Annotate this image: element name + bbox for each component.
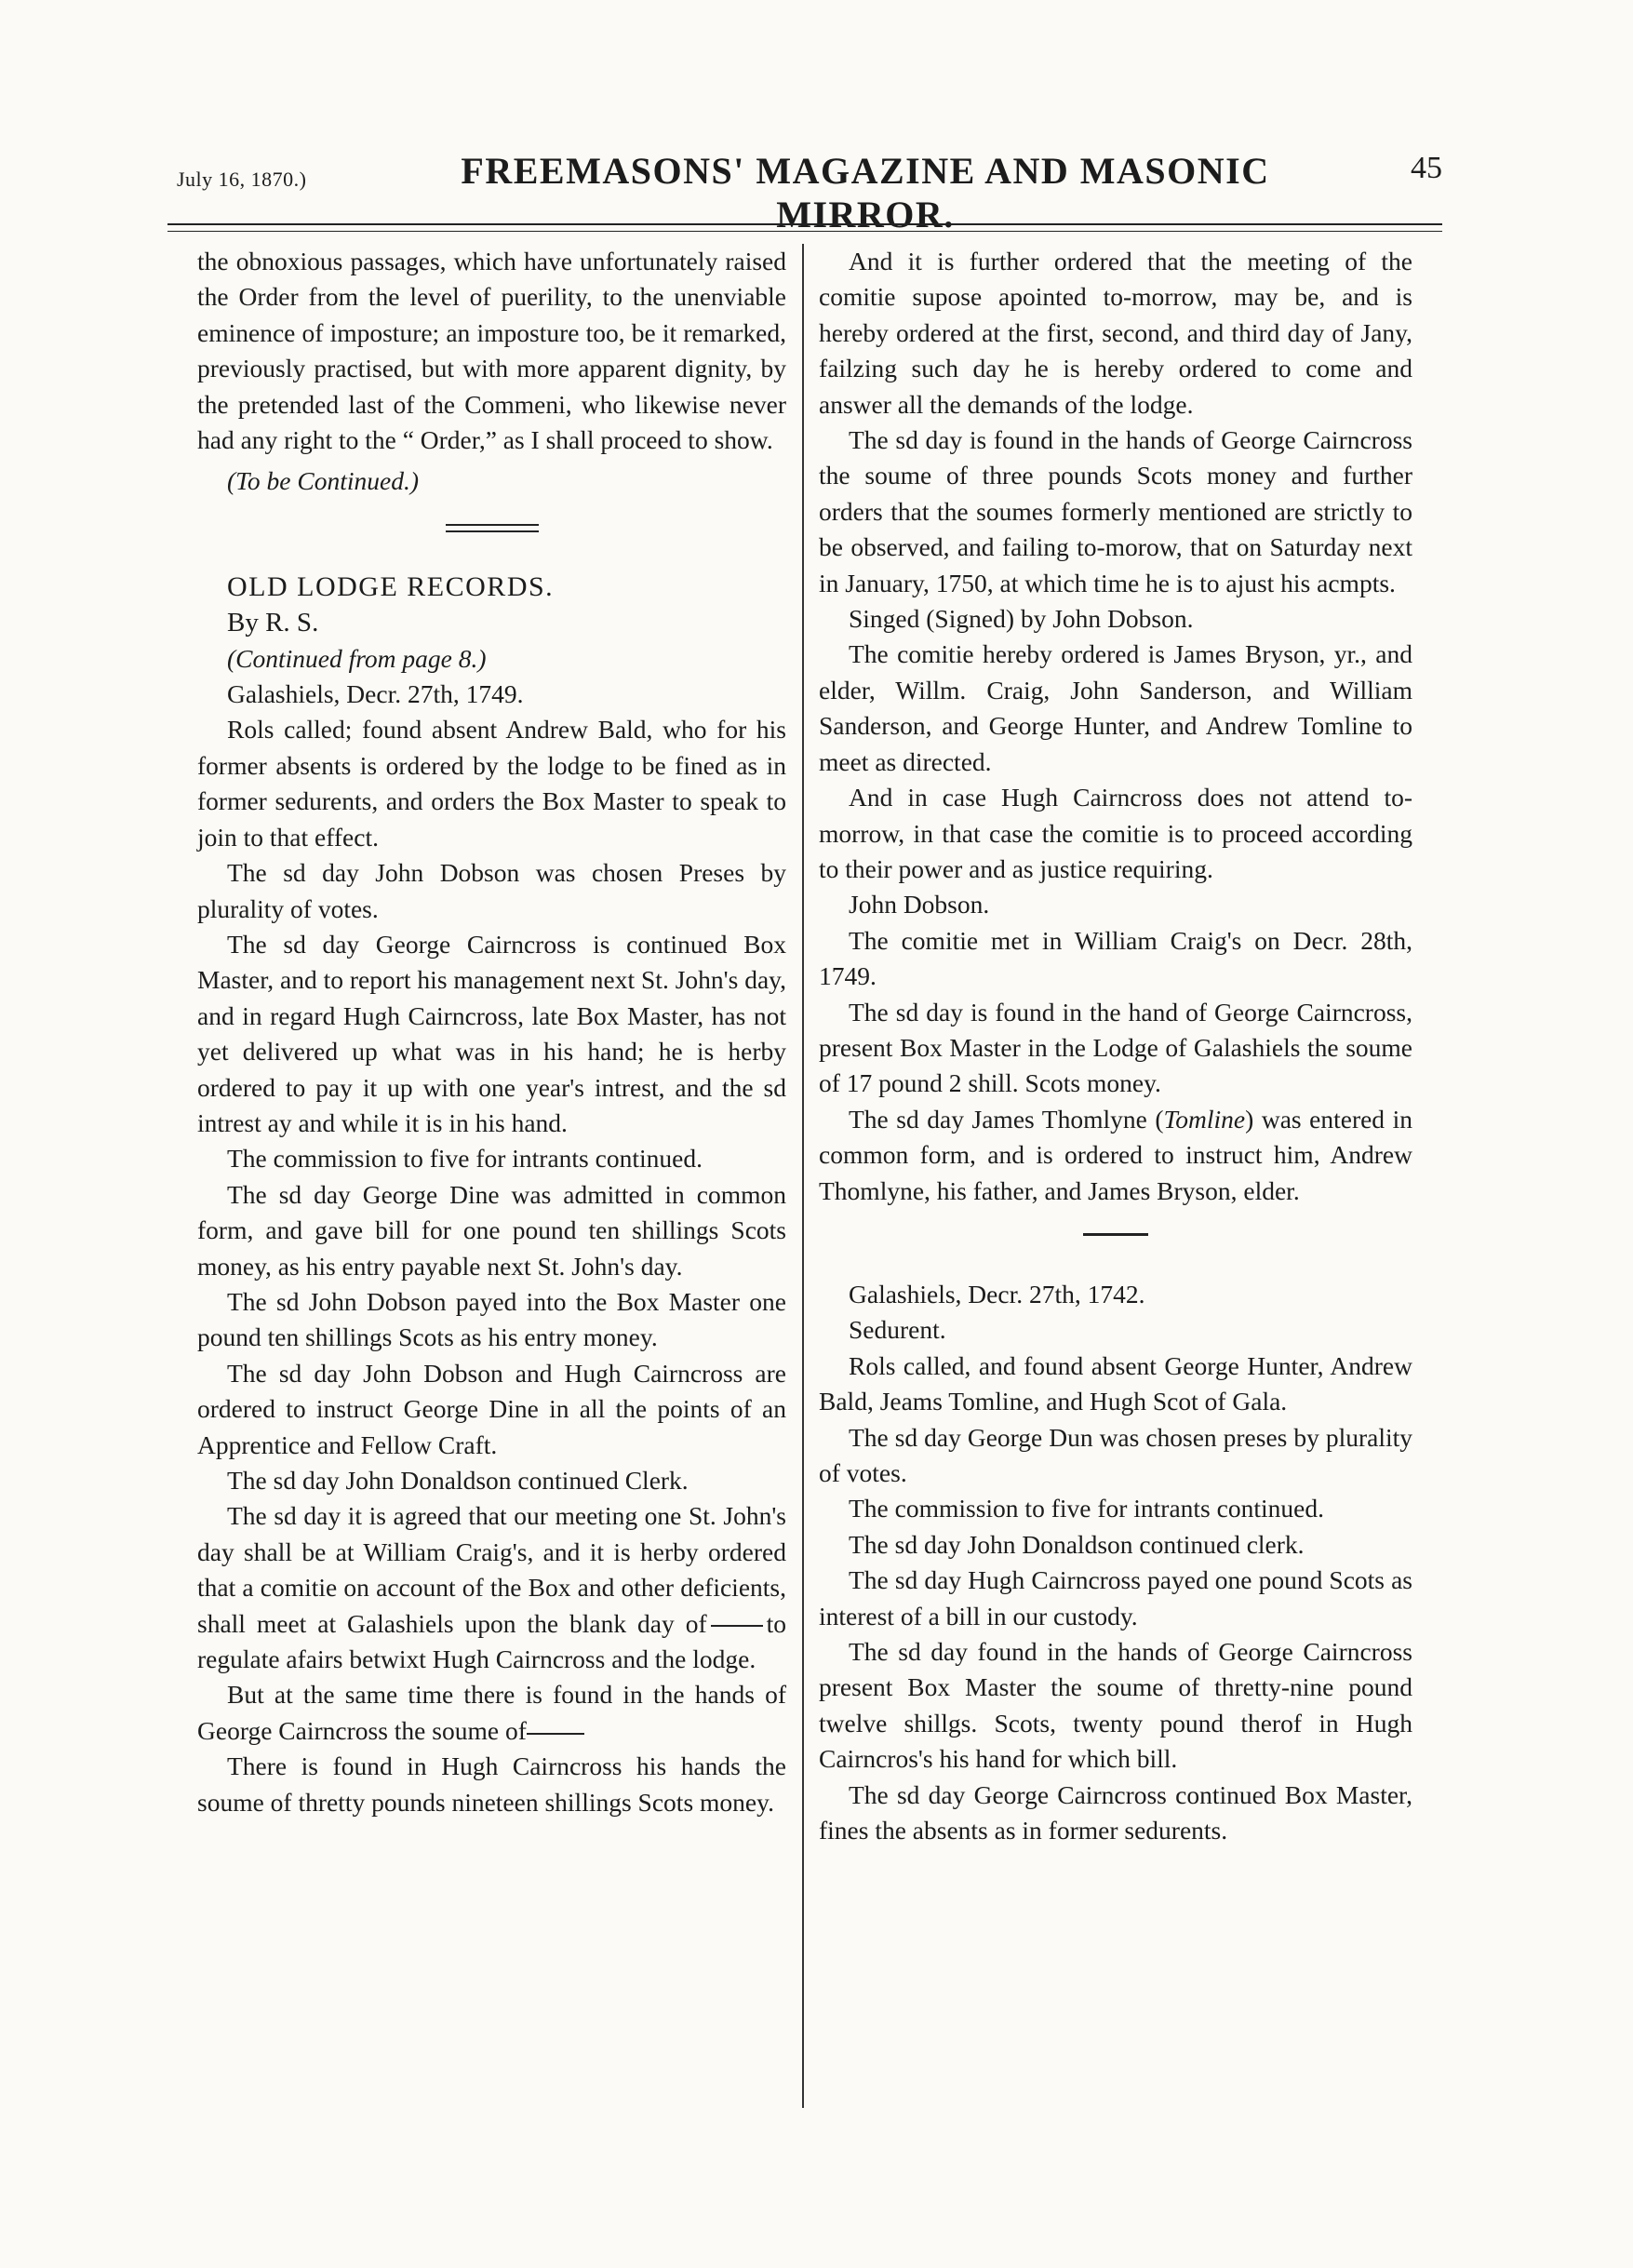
paragraph (197, 1677, 786, 1749)
paragraph: The sd day George Dun was chosen preses by plurality of votes. (819, 1422, 1412, 1487)
section-divider (446, 524, 539, 532)
to-be-continued: (To be Continued.) (227, 466, 419, 496)
paragraph: The sd day John Dobson and Hugh Cairncross are ordered to instruct George Dine in all the points of an Apprentice and Fellow Craft. (197, 1358, 786, 1459)
issue-date: July 16, 1870.) (177, 168, 307, 191)
signature-line: Singed (Signed) by John Dobson. (849, 604, 1194, 634)
paragraph: Sedurent. (849, 1315, 946, 1345)
paragraph: Rols called; found absent Andrew Bald, who for his former absents is ordered by the lodge to be fined as in former sedurents, and orders the Box Master to speak to join to that effect. (197, 715, 786, 852)
paragraph: The sd day George Cairncross continued Box Master, fines the absents as in former sedurents. (819, 1779, 1412, 1845)
paragraph: And in case Hugh Cairncross does not attend to-morrow, in that case the comitie is to proceed according to their power and as justice requiring. (819, 783, 1412, 883)
intro-paragraph: the obnoxious passages, which have unfortunately raised the Order from the level of puerility, to the unenviable eminence of imposture; an imposture too, be it remarked, previously practised, but with more apparent dignity, by the pretended last of the Commeni, who likewise never had any right to the “ Order,” as I shall proceed to show. (197, 247, 786, 455)
paragraph: The sd day is found in the hand of George Cairncross, present Box Master in the Lodge of Galashiels the soume of 17 pound 2 shill. Scots money. (819, 997, 1412, 1098)
header-rule (167, 223, 1442, 232)
paragraph: The sd day John Donaldson continued clerk. (849, 1529, 1305, 1559)
entry-divider (1083, 1233, 1148, 1236)
paragraph: The comitie hereby ordered is James Bryson, yr., and elder, Willm. Craig, John Sanderson, and William Sanderson, and George Hunter, and Andrew Tomline to meet as directed. (819, 639, 1412, 776)
blank-dash (711, 1625, 763, 1627)
paragraph: The commission to five for intrants continued. (849, 1494, 1324, 1523)
byline: By R. S. (227, 608, 319, 638)
left-column (197, 244, 786, 1820)
paragraph: The sd day George Cairncross is continued Box Master, and to report his management next St. John's day, and in regard Hugh Cairncross, late Box Master, has not yet delivered up what was in his hand; he is herby ordered to pay it up with one year's intrest, and the sd intrest ay and while it is in his hand. (197, 929, 786, 1137)
page-header (167, 138, 1442, 235)
paragraph: The sd day found in the hands of George Cairncross present Box Master the soume of thretty-nine pound twelve shillgs. Scots, twenty pound therof in Hugh Cairncros's his hand for which bill. (819, 1637, 1412, 1774)
paragraph: The sd John Dobson payed into the Box Master one pound ten shillings Scots as his entry money. (197, 1286, 786, 1352)
paragraph-italic: Tomline (1163, 1104, 1246, 1134)
column-divider (802, 244, 804, 2108)
paragraph: Rols called, and found absent George Hunter, Andrew Bald, Jeams Tomline, and Hugh Scot of Gala. (819, 1350, 1412, 1416)
paragraph: The comitie met in William Craig's on Decr. 28th, 1749. (819, 925, 1412, 991)
dateline: Galashiels, Decr. 27th, 1742. (849, 1279, 1145, 1308)
paragraph: The sd day Hugh Cairncross payed one pound Scots as interest of a bill in our custody. (819, 1565, 1412, 1631)
paragraph: And it is further ordered that the meeting of the comitie supose apointed to-morrow, may be, and is hereby ordered at the first, second, and third day of Jany, failzing such day he is hereby ordered to come and answer all the demands of the lodge. (819, 247, 1412, 419)
blank-dash (527, 1733, 584, 1735)
paragraph: The sd day is found in the hands of George Cairncross the soume of three pounds Scots money and further orders that the soumes formerly mentioned are strictly to be observed, and failing to-morow, that on Saturday next in January, 1750, at which time he is to ajust his acmpts. (819, 425, 1412, 597)
continued-from: (Continued from page 8.) (227, 643, 487, 673)
section-title: OLD LODGE RECORDS. (227, 570, 555, 602)
paragraph (197, 1498, 786, 1677)
paragraph: There is found in Hugh Cairncross his hands the soume of thretty pounds nineteen shillings Scots money. (197, 1751, 786, 1817)
paragraph-text: But at the same time there is found in the hands of George Cairncross the soume of (197, 1680, 786, 1745)
paragraph: The commission to five for intrants continued. (227, 1144, 703, 1174)
paragraph: The sd day John Donaldson continued Clerk. (227, 1466, 689, 1495)
paragraph-text: ) was entered in common form, and is ordered to instruct him, Andrew Thomlyne, his father, and James Bryson, elder. (819, 1104, 1412, 1205)
magazine-title: FREEMASONS' MAGAZINE AND MASONIC MIRROR. (461, 150, 1270, 235)
paragraph-text: The sd day James Thomlyne ( (849, 1104, 1164, 1134)
signature-line: John Dobson. (849, 890, 990, 919)
paragraph-text: The sd day it is agreed that our meeting one St. John's day shall be at William Craig's, and it is herby ordered that a comitie on account of the Box and other deficients, shall meet at Galashiels upon the blank day of (197, 1501, 786, 1638)
dateline: Galashiels, Decr. 27th, 1749. (227, 679, 524, 709)
paragraph: The sd day George Dine was admitted in common form, and gave bill for one pound ten shillings Scots money, as his entry payable next St. John's day. (197, 1179, 786, 1281)
page-number: 45 (1411, 151, 1442, 185)
paragraph (819, 1102, 1412, 1209)
paragraph-text: to regulate afairs betwixt Hugh Cairncross and the lodge. (197, 1608, 786, 1674)
right-column (819, 244, 1412, 1848)
paragraph: The sd day John Dobson was chosen Preses by plurality of votes. (197, 858, 786, 923)
